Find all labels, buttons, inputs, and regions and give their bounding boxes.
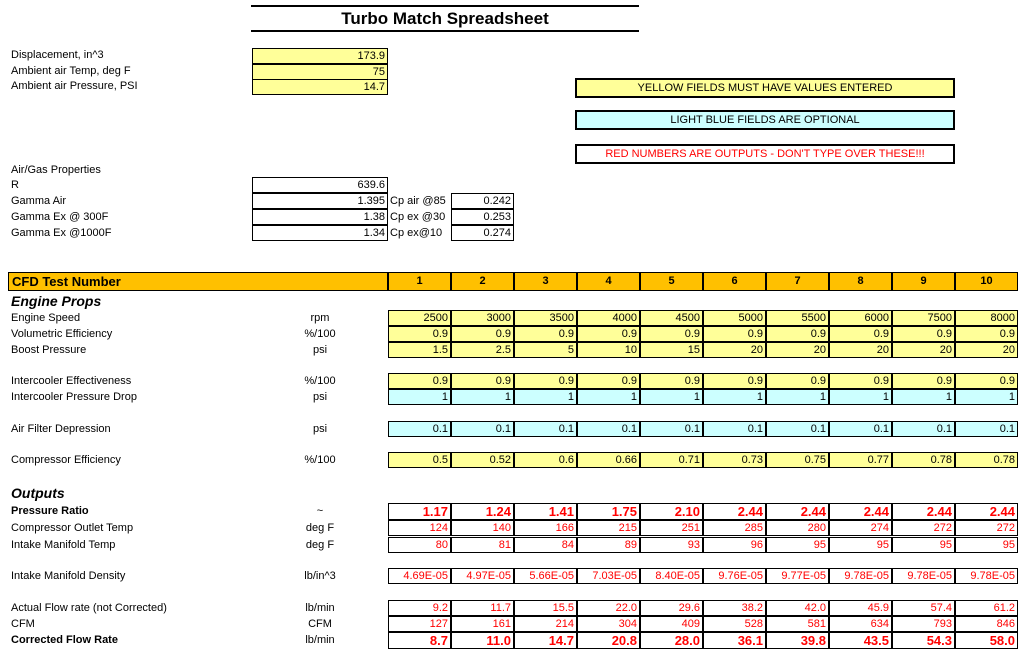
- table-cell[interactable]: 0.9: [388, 373, 451, 389]
- table-cell[interactable]: 54.3: [892, 632, 955, 649]
- row-label: Intake Manifold Density: [11, 570, 126, 582]
- table-cell[interactable]: 274: [829, 520, 892, 536]
- table-cell[interactable]: 20: [955, 342, 1018, 358]
- table-cell[interactable]: 80: [388, 537, 451, 553]
- table-cell[interactable]: 14.7: [514, 632, 577, 649]
- sheet-title: Turbo Match Spreadsheet: [251, 5, 639, 32]
- table-cell[interactable]: 634: [829, 616, 892, 632]
- table-cell[interactable]: 0.5: [388, 452, 451, 468]
- table-cell[interactable]: 0.9: [829, 326, 892, 342]
- table-cell[interactable]: 0.1: [514, 421, 577, 437]
- row-unit: lb/min: [305, 634, 335, 646]
- table-cell[interactable]: 7.03E-05: [577, 568, 640, 584]
- table-cell[interactable]: 4000: [577, 310, 640, 326]
- row-label: Boost Pressure: [11, 344, 87, 356]
- row-unit: %/100: [304, 375, 336, 387]
- row-label: CFM: [11, 618, 35, 630]
- gamma-air-value[interactable]: 1.395: [252, 193, 388, 209]
- displacement-label: Displacement, in^3: [11, 49, 104, 61]
- table-cell[interactable]: 20: [829, 342, 892, 358]
- table-cell[interactable]: 95: [892, 537, 955, 553]
- table-cell[interactable]: 7500: [892, 310, 955, 326]
- table-cell[interactable]: 6000: [829, 310, 892, 326]
- test-column-header: 5: [640, 272, 703, 291]
- table-cell[interactable]: 20.8: [577, 632, 640, 649]
- table-cell[interactable]: 251: [640, 520, 703, 536]
- table-cell[interactable]: 0.1: [388, 421, 451, 437]
- table-cell[interactable]: 9.76E-05: [703, 568, 766, 584]
- test-column-header: 8: [829, 272, 892, 291]
- table-cell[interactable]: 9.78E-05: [892, 568, 955, 584]
- table-cell[interactable]: 36.1: [703, 632, 766, 649]
- ambient-pressure-input[interactable]: 14.7: [252, 79, 388, 95]
- table-cell[interactable]: 1: [766, 389, 829, 405]
- row-unit: ~: [316, 505, 324, 517]
- row-unit: lb/min: [305, 602, 335, 614]
- table-cell[interactable]: 1.41: [514, 503, 577, 520]
- row-label: Compressor Efficiency: [11, 454, 121, 466]
- table-cell[interactable]: 409: [640, 616, 703, 632]
- test-column-header: 6: [703, 272, 766, 291]
- gamma-air-label: Gamma Air: [11, 195, 67, 207]
- table-cell[interactable]: 57.4: [892, 600, 955, 616]
- table-cell[interactable]: 89: [577, 537, 640, 553]
- note-red-outputs: RED NUMBERS ARE OUTPUTS - DON'T TYPE OVER THESE!!!: [575, 144, 955, 164]
- table-cell[interactable]: 5: [514, 342, 577, 358]
- table-cell[interactable]: 1: [829, 389, 892, 405]
- gamma-ex-1000-value[interactable]: 1.34: [252, 225, 388, 241]
- row-unit: psi: [312, 344, 328, 356]
- table-cell[interactable]: 0.9: [640, 373, 703, 389]
- table-cell[interactable]: 2.10: [640, 503, 703, 520]
- table-cell[interactable]: 304: [577, 616, 640, 632]
- table-cell[interactable]: 81: [451, 537, 514, 553]
- table-cell[interactable]: 1: [640, 389, 703, 405]
- table-cell[interactable]: 9.77E-05: [766, 568, 829, 584]
- gamma-ex-1000-label: Gamma Ex @1000F: [11, 227, 112, 239]
- table-cell[interactable]: 528: [703, 616, 766, 632]
- table-cell[interactable]: 0.78: [892, 452, 955, 468]
- table-cell[interactable]: 846: [955, 616, 1018, 632]
- ambient-pressure-label: Ambient air Pressure, PSI: [11, 80, 138, 92]
- table-cell[interactable]: 1.75: [577, 503, 640, 520]
- ambient-temp-label: Ambient air Temp, deg F: [11, 65, 131, 77]
- row-unit: deg F: [305, 539, 335, 551]
- table-cell[interactable]: 0.66: [577, 452, 640, 468]
- table-cell[interactable]: 1: [451, 389, 514, 405]
- table-cell[interactable]: 0.1: [955, 421, 1018, 437]
- table-cell[interactable]: 11.0: [451, 632, 514, 649]
- table-cell[interactable]: 2.44: [892, 503, 955, 520]
- table-cell[interactable]: 1: [514, 389, 577, 405]
- table-cell[interactable]: 10: [577, 342, 640, 358]
- table-cell[interactable]: 793: [892, 616, 955, 632]
- table-cell[interactable]: 0.9: [703, 326, 766, 342]
- table-cell[interactable]: 0.9: [451, 326, 514, 342]
- r-value[interactable]: 639.6: [252, 177, 388, 193]
- row-unit: CFM: [308, 618, 332, 630]
- test-column-header: 2: [451, 272, 514, 291]
- table-cell[interactable]: 20: [892, 342, 955, 358]
- note-yellow-fields: YELLOW FIELDS MUST HAVE VALUES ENTERED: [575, 78, 955, 98]
- table-cell[interactable]: 0.9: [703, 373, 766, 389]
- table-cell[interactable]: 15.5: [514, 600, 577, 616]
- table-cell[interactable]: 2500: [388, 310, 451, 326]
- table-cell[interactable]: 1: [388, 389, 451, 405]
- table-cell[interactable]: 38.2: [703, 600, 766, 616]
- row-label: Actual Flow rate (not Corrected): [11, 602, 167, 614]
- table-cell[interactable]: 28.0: [640, 632, 703, 649]
- table-cell[interactable]: 4.97E-05: [451, 568, 514, 584]
- table-cell[interactable]: 5500: [766, 310, 829, 326]
- test-column-header: 1: [388, 272, 451, 291]
- table-cell[interactable]: 285: [703, 520, 766, 536]
- table-cell[interactable]: 95: [766, 537, 829, 553]
- cp-ex-300-value[interactable]: 0.253: [451, 209, 514, 225]
- table-cell[interactable]: 0.9: [829, 373, 892, 389]
- note-blue-fields: LIGHT BLUE FIELDS ARE OPTIONAL: [575, 110, 955, 130]
- displacement-input[interactable]: 173.9: [252, 48, 388, 64]
- table-cell[interactable]: 272: [892, 520, 955, 536]
- table-cell[interactable]: 29.6: [640, 600, 703, 616]
- ambient-temp-input[interactable]: 75: [252, 64, 388, 80]
- table-cell[interactable]: 0.71: [640, 452, 703, 468]
- table-cell[interactable]: 84: [514, 537, 577, 553]
- table-cell[interactable]: 0.78: [955, 452, 1018, 468]
- row-unit: rpm: [310, 312, 330, 324]
- row-label: Compressor Outlet Temp: [11, 522, 134, 534]
- table-cell[interactable]: 0.9: [766, 373, 829, 389]
- row-label: Intake Manifold Temp: [11, 539, 116, 551]
- table-cell[interactable]: 58.0: [955, 632, 1018, 649]
- table-cell[interactable]: 4.69E-05: [388, 568, 451, 584]
- table-cell[interactable]: 0.9: [451, 373, 514, 389]
- table-cell[interactable]: 5.66E-05: [514, 568, 577, 584]
- gamma-ex-300-value[interactable]: 1.38: [252, 209, 388, 225]
- table-cell[interactable]: 1.24: [451, 503, 514, 520]
- table-cell[interactable]: 0.1: [640, 421, 703, 437]
- table-cell[interactable]: 2.44: [766, 503, 829, 520]
- table-cell[interactable]: 8.40E-05: [640, 568, 703, 584]
- table-cell[interactable]: 0.52: [451, 452, 514, 468]
- table-cell[interactable]: 1.17: [388, 503, 451, 520]
- cp-ex-1000-label: Cp ex@10: [390, 227, 443, 239]
- r-label: R: [11, 179, 19, 191]
- table-cell[interactable]: 0.9: [892, 326, 955, 342]
- table-cell[interactable]: 214: [514, 616, 577, 632]
- engine-props-heading: Engine Props: [11, 293, 102, 309]
- table-cell[interactable]: 0.9: [577, 326, 640, 342]
- row-label: Pressure Ratio: [11, 505, 89, 517]
- table-cell[interactable]: 11.7: [451, 600, 514, 616]
- row-label: Intercooler Pressure Drop: [11, 391, 137, 403]
- table-cell[interactable]: 0.9: [955, 373, 1018, 389]
- table-cell[interactable]: 1: [955, 389, 1018, 405]
- test-column-header: 9: [892, 272, 955, 291]
- table-cell[interactable]: 95: [829, 537, 892, 553]
- table-cell[interactable]: 0.9: [514, 326, 577, 342]
- test-column-header: 4: [577, 272, 640, 291]
- table-cell[interactable]: 0.1: [766, 421, 829, 437]
- gamma-ex-300-label: Gamma Ex @ 300F: [11, 211, 109, 223]
- table-cell[interactable]: 39.8: [766, 632, 829, 649]
- table-cell[interactable]: 127: [388, 616, 451, 632]
- table-cell[interactable]: 1: [577, 389, 640, 405]
- table-cell[interactable]: 15: [640, 342, 703, 358]
- row-unit: deg F: [305, 522, 335, 534]
- table-cell[interactable]: 1: [892, 389, 955, 405]
- table-cell[interactable]: 280: [766, 520, 829, 536]
- table-cell[interactable]: 581: [766, 616, 829, 632]
- table-cell[interactable]: 0.6: [514, 452, 577, 468]
- table-cell[interactable]: 0.73: [703, 452, 766, 468]
- table-cell[interactable]: 2.44: [829, 503, 892, 520]
- row-label: Engine Speed: [11, 312, 81, 324]
- table-cell[interactable]: 0.9: [766, 326, 829, 342]
- air-gas-heading: Air/Gas Properties: [11, 164, 101, 176]
- table-cell[interactable]: 0.1: [892, 421, 955, 437]
- table-cell[interactable]: 0.9: [892, 373, 955, 389]
- table-cell[interactable]: 0.1: [451, 421, 514, 437]
- table-cell[interactable]: 0.1: [577, 421, 640, 437]
- table-cell[interactable]: 2.5: [451, 342, 514, 358]
- table-cell[interactable]: 0.75: [766, 452, 829, 468]
- table-cell[interactable]: 8.7: [388, 632, 451, 649]
- row-label: Intercooler Effectiveness: [11, 375, 132, 387]
- table-cell[interactable]: 3500: [514, 310, 577, 326]
- table-cell[interactable]: 0.9: [577, 373, 640, 389]
- table-cell[interactable]: 9.78E-05: [955, 568, 1018, 584]
- table-cell[interactable]: 3000: [451, 310, 514, 326]
- row-unit: psi: [312, 391, 328, 403]
- table-cell[interactable]: 1: [703, 389, 766, 405]
- row-label: Air Filter Depression: [11, 423, 111, 435]
- table-cell[interactable]: 20: [703, 342, 766, 358]
- table-cell[interactable]: 9.2: [388, 600, 451, 616]
- test-column-header: 3: [514, 272, 577, 291]
- table-cell[interactable]: 0.9: [514, 373, 577, 389]
- table-cell[interactable]: 166: [514, 520, 577, 536]
- table-cell[interactable]: 2.44: [703, 503, 766, 520]
- test-column-header: 7: [766, 272, 829, 291]
- table-cell[interactable]: 5000: [703, 310, 766, 326]
- table-cell[interactable]: 0.1: [829, 421, 892, 437]
- table-cell[interactable]: 93: [640, 537, 703, 553]
- table-cell[interactable]: 45.9: [829, 600, 892, 616]
- table-cell[interactable]: 140: [451, 520, 514, 536]
- table-cell[interactable]: 124: [388, 520, 451, 536]
- row-unit: lb/in^3: [304, 570, 336, 582]
- table-cell[interactable]: 161: [451, 616, 514, 632]
- cp-air-label: Cp air @85: [390, 195, 446, 207]
- table-cell[interactable]: 0.9: [955, 326, 1018, 342]
- table-cell[interactable]: 2.44: [955, 503, 1018, 520]
- table-cell[interactable]: 0.9: [640, 326, 703, 342]
- cp-air-value[interactable]: 0.242: [451, 193, 514, 209]
- table-cell[interactable]: 4500: [640, 310, 703, 326]
- cfd-test-number-header: CFD Test Number: [8, 272, 388, 291]
- row-unit: psi: [312, 423, 328, 435]
- cp-ex-300-label: Cp ex @30: [390, 211, 446, 223]
- table-cell[interactable]: 215: [577, 520, 640, 536]
- test-column-header: 10: [955, 272, 1018, 291]
- table-cell[interactable]: 95: [955, 537, 1018, 553]
- table-cell[interactable]: 0.77: [829, 452, 892, 468]
- outputs-heading: Outputs: [11, 485, 65, 501]
- row-label: Volumetric Efficiency: [11, 328, 113, 340]
- table-cell[interactable]: 272: [955, 520, 1018, 536]
- table-cell[interactable]: 42.0: [766, 600, 829, 616]
- table-cell[interactable]: 1.5: [388, 342, 451, 358]
- table-cell[interactable]: 8000: [955, 310, 1018, 326]
- table-cell[interactable]: 96: [703, 537, 766, 553]
- table-cell[interactable]: 61.2: [955, 600, 1018, 616]
- row-unit: %/100: [304, 454, 336, 466]
- table-cell[interactable]: 43.5: [829, 632, 892, 649]
- row-label: Corrected Flow Rate: [11, 634, 118, 646]
- table-cell[interactable]: 0.1: [703, 421, 766, 437]
- row-unit: %/100: [304, 328, 336, 340]
- table-cell[interactable]: 0.9: [388, 326, 451, 342]
- cp-ex-1000-value[interactable]: 0.274: [451, 225, 514, 241]
- table-cell[interactable]: 22.0: [577, 600, 640, 616]
- table-cell[interactable]: 20: [766, 342, 829, 358]
- table-cell[interactable]: 9.78E-05: [829, 568, 892, 584]
